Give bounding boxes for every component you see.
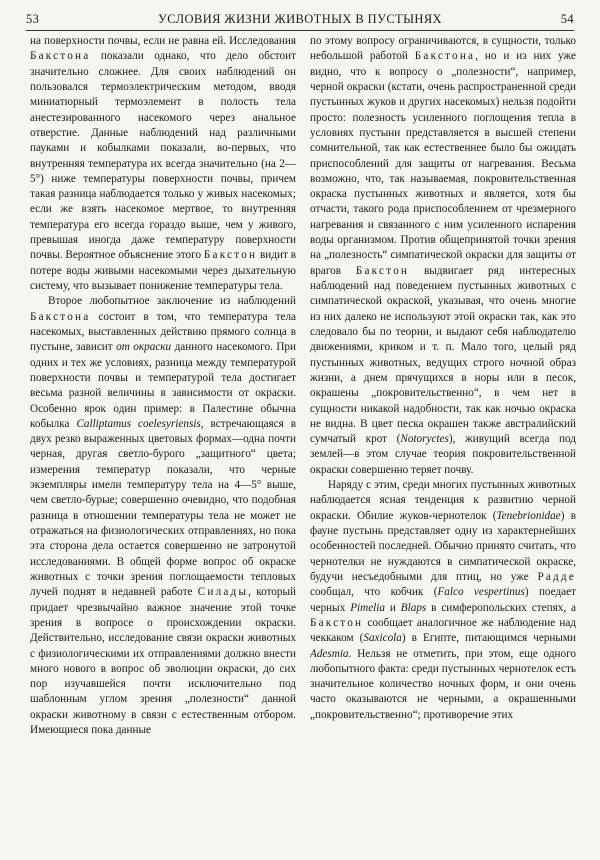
- species-name: Saxicola: [363, 632, 402, 645]
- running-title: УСЛОВИЯ ЖИЗНИ ЖИВОТНЫХ В ПУСТЫНЯХ: [158, 12, 442, 26]
- right-column: [310, 34, 576, 854]
- author-name: Радде: [537, 570, 576, 583]
- species-name: Pimelia: [350, 601, 385, 614]
- right-paragraph-1: по этому вопросу ограничиваются, в сущности, только небольшой работой Бакстона, но и из них уже видно, что к вопросу о „полезности“, например, черной окраски (кстати, очень распространенной среди пустынных жуков и других насекомых) нельзя подойти просто: полезность усиленного поглощения тепла в условиях пустыни представляется в высшей степени сомнительной, так как естественнее было бы ожидать приспособлений для защиты от нагревания. Весьма возможно, что, так называемая, покровительственная окраска пустынных животных и является, хотя бы отчасти, такого рода приспособлением от чрезмерного нагревания и связанного с ним усиленного испарения воды организмом. Против общепринятой точки зрения на „полезность“ симпатической окраски для защиты от врагов Бакстон выдвигает ряд интересных наблюдений над поведением пустынных животных с симпатической окраской, указывая, что очень многие из них далеко не используют этой окраски так, как это следовало бы по теории, и выдают себя наблюдателю движениями, криком и т. п. Мало того, целый ряд пустынных животных, ведущих строго ночной образ жизни, а днем прячущихся в норы или в песок, окрашены „покровительственно“, в чем нет в сущности никакой надобности, так как ночью окраска не видна. В цвет песка окрашен также австралийский сумчатый крот (Notoryctes), живущий всегда под землей—в этом случае теория покровительственной окраски совершенно теряет почву.: [310, 35, 576, 476]
- left-paragraph-2: Второе любопытное заключение из наблюдений Бакстона состоит в том, что температура тела насекомых, выставленных действию прямого солнца в пустыне, зависит от окраски данного насекомого. При одних и тех же условиях, разница между температурой поверхности почвы и температурой тела достигает весьма разной величины в зависимости от окраски. Особенно ярок один пример: в Палестине обычна кобылка Calliptamus coelesyriensis, встречающаяся в двух резко выраженных цветовых формах—одна почти черная, другая светло-бурого „защитного“ цвета; измерения температур показали, что черные экземпляры имели температуру тела на 4—5° выше, чем светло-бурые; совершенно очевидно, что подобная разница в отношении температуры тела не может не отражаться на физиологических отправлениях, но пока эта сторона дела остается совершенно не затронутой исследованиями. В общей форме вопрос об окраске животных с точки зрения поглощаемости тепловых лучей поднят в недавней работе Силады, который придает чрезвычайно важное значение этой точке зрения в вопросе о происхождении окраски. Действительно, исследование связи окраски животных с физиологическими их отправлениями должно внести много нового в вопрос об эволюции окраски, до сих пор изучавшейся почти исключительно под шаблонным углом зрения „полезности“ данной окраски животному в связи с естественным отбором. Имеющиеся пока данные: [30, 295, 296, 737]
- page-number-left: 53: [26, 12, 40, 26]
- species-name: Notoryctes: [400, 433, 449, 446]
- species-name: Adesmia: [310, 647, 349, 660]
- page-number-right: 54: [560, 12, 574, 26]
- species-name: Tenebrionidae: [496, 509, 561, 522]
- left-paragraph-1: на поверхности почвы, если не равна ей. Исследования Бакстона показали однако, что дело обстоит значительно сложнее. Для своих наблюдений он пользовался термоэлектрическим методом, вводя миниатюрный термоэлемент в полость тела анестезированного насекомого через анальное отверстие. Данные наблюдений над различными пауками и кобылками показали, во-первых, что внутренняя температура их всегда значительно (на 2—5°) ниже температуры поверхности почвы, причем такая разница наблюдается только у живых насекомых; если же взять насекомое мертвое, то внутренняя температура его всегда гораздо выше, чем у живого, превышая иногда даже температуру поверхности почвы. Вероятное объяснение этого Бакстон видит в потере воды живыми насекомыми через дыхательную систему, что вызывает понижение температуры тела.: [30, 35, 296, 292]
- author-name: Бакстона: [30, 50, 91, 63]
- author-name: Бакстон: [203, 249, 258, 262]
- right-paragraph-2: Наряду с этим, среди многих пустынных животных наблюдается ясная тенденция к развитию черной окраски. Обилие жуков-чернотелок (Tenebrionidae) в фауне пустынь представляет одну из характернейших особенностей последней. Обычно принято считать, что чернотелки не нуждаются в симпатической окраске, будучи несъедобными для птиц, но уже Радде сообщал, что кобчик (Falco vespertinus) поедает черных Pimelia и Blaps в симферопольских степях, а Бакстон сообщает аналогичное же наблюдение над чеккаком (Saxicola) в Египте, питающимся черными Adesmia. Нельзя не отметить, при этом, еще одного любопытного факта: среди пустынных чернотелок есть значительное количество ночных форм, и они очень часто оказываются не черными, а окрашенными „покровительственно“; противоречие этих: [310, 479, 576, 721]
- author-name: Бакстона: [30, 310, 91, 323]
- emphasis: от окраски: [116, 341, 172, 354]
- author-name: Бакстон: [310, 616, 364, 629]
- running-header: [26, 10, 574, 31]
- species-name: Falco vespertinus: [437, 586, 525, 599]
- author-name: Бакстона: [414, 50, 476, 63]
- left-column: [30, 34, 296, 854]
- author-name: Силады: [197, 586, 249, 599]
- author-name: Бакстон: [355, 264, 410, 277]
- species-name: Calliptamus coelesyriensis,: [76, 417, 204, 430]
- species-name: Blaps: [400, 601, 427, 614]
